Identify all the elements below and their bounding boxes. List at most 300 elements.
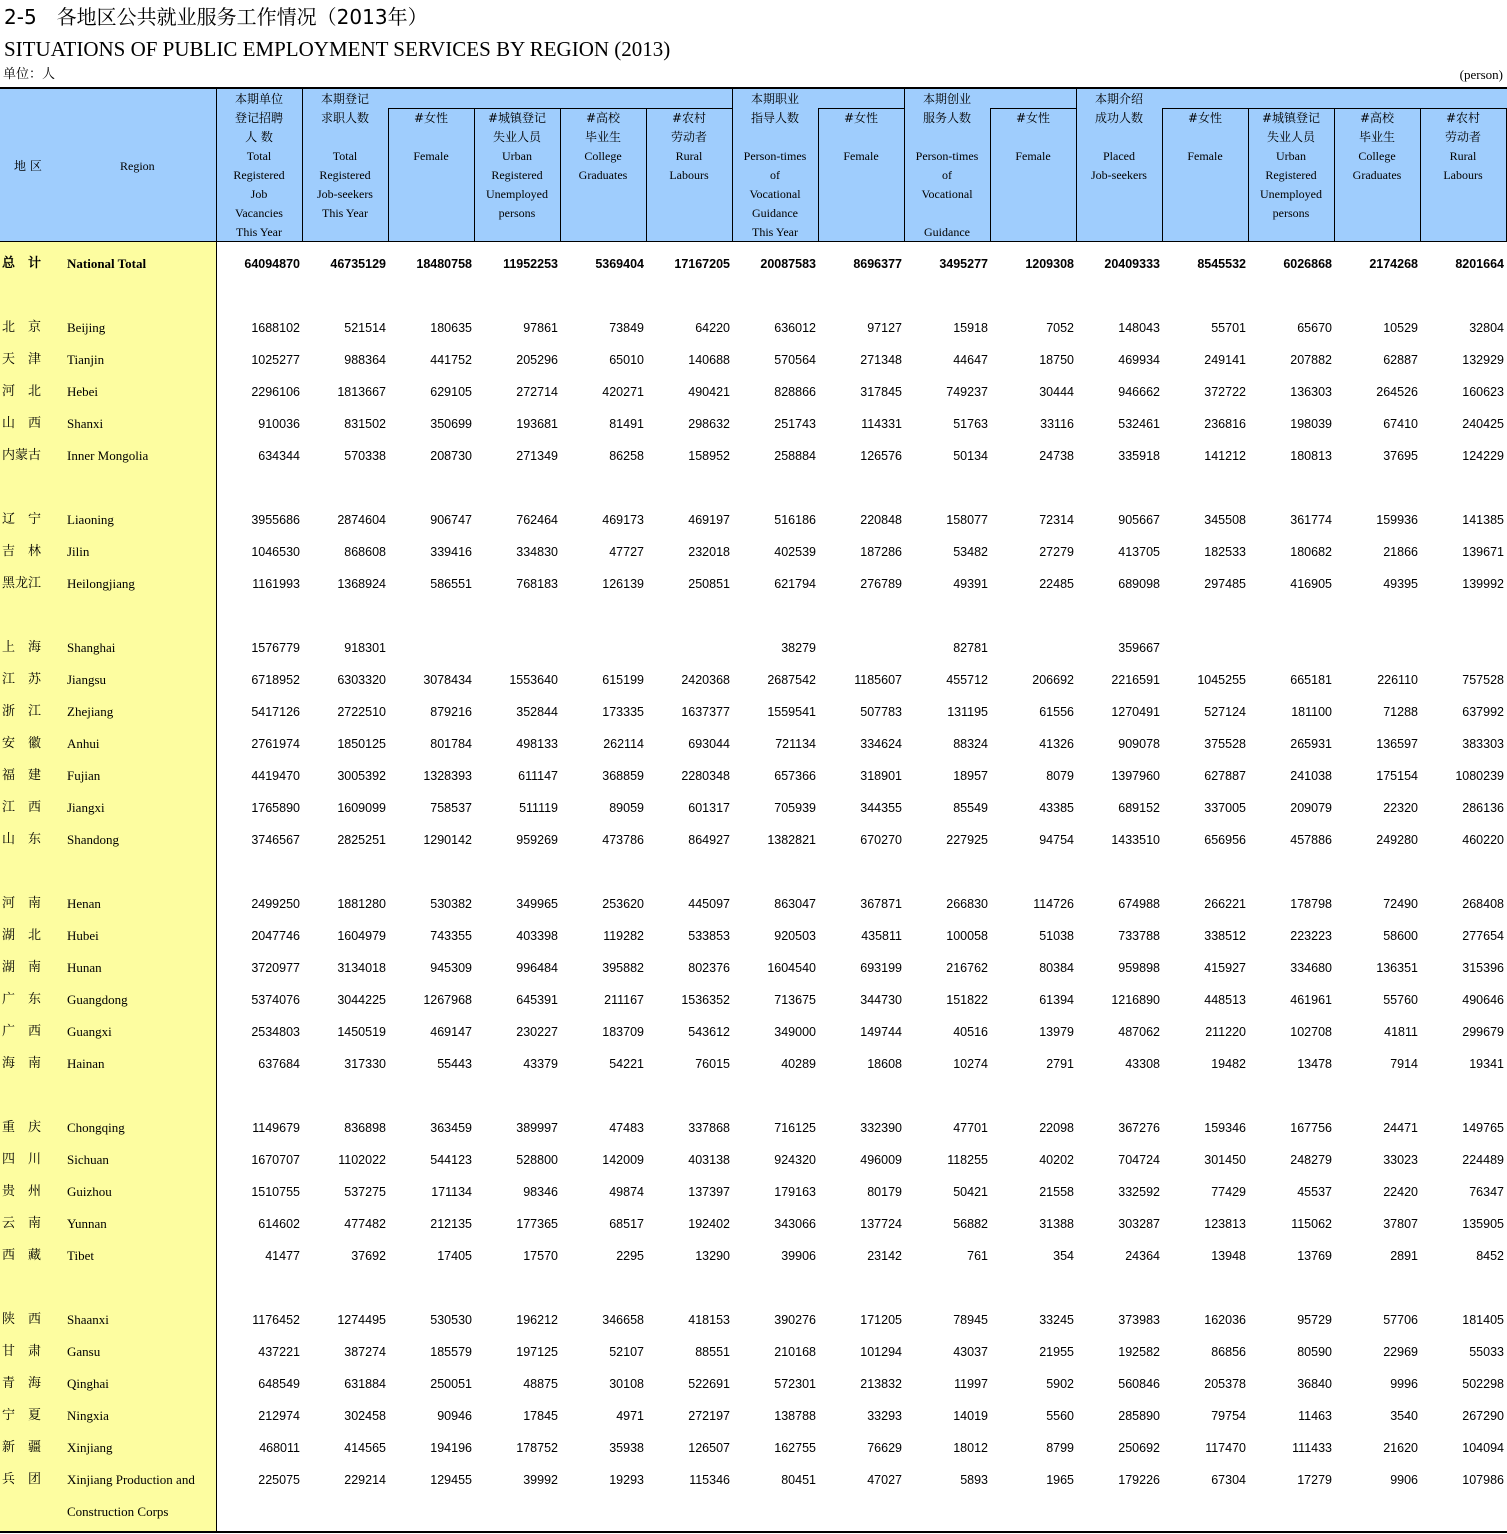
header-col-13-line-2: 失业人员 [1266,130,1315,144]
header-col-13-line-3: Urban [1276,149,1306,163]
region-name-cn: 内蒙古 [2,448,42,463]
cell-col-8: 149744 [860,1025,902,1039]
cell-col-15: 268408 [1462,897,1504,911]
cell-col-3: 530382 [430,897,472,911]
cell-col-7: 1604540 [767,961,816,975]
cell-col-10: 22485 [1039,577,1074,591]
cell-col-15: 149765 [1462,1121,1504,1135]
cell-col-13: 665181 [1290,673,1332,687]
cell-col-9: 18012 [953,1441,988,1455]
region-name-en: Qinghai [67,1376,109,1391]
cell-col-6: 2280348 [681,769,730,783]
cell-col-15: 757528 [1462,673,1504,687]
region-column-background [0,241,216,1531]
cell-col-2: 1813667 [337,385,386,399]
cell-col-13: 167756 [1290,1121,1332,1135]
cell-col-5: 615199 [602,673,644,687]
cell-col-3: 945309 [430,961,472,975]
cell-col-10: 114726 [1033,897,1074,911]
cell-col-4: 271349 [516,449,558,463]
cell-col-5: 89059 [609,801,644,815]
region-name-cn: 青 海 [2,1376,42,1391]
cell-col-8: 334624 [860,737,902,751]
cell-col-13: 223223 [1290,929,1332,943]
cell-col-15: 286136 [1462,801,1504,815]
cell-col-10: 43385 [1039,801,1074,815]
cell-col-5: 473786 [602,833,644,847]
cell-col-11: 192582 [1118,1345,1160,1359]
cell-col-14: 264526 [1376,385,1418,399]
region-name-cn: 江 西 [2,800,42,815]
cell-col-8: 23142 [867,1249,902,1263]
cell-col-7: 863047 [774,897,816,911]
region-name-en: Ningxia [67,1408,109,1423]
header-col-11-line-1: 本期介绍 [1094,92,1143,106]
header-col-4-line-6: persons [498,206,536,220]
header-col-divider-6 [732,89,733,241]
cell-col-8: 137724 [860,1217,902,1231]
cell-col-1: 2534803 [251,1025,300,1039]
cell-col-13: 361774 [1290,513,1332,527]
header-col-2-line-5: Registered [319,168,371,182]
cell-col-9: 216762 [946,961,988,975]
header-region-cn: 地 区 [14,159,42,173]
cell-col-6: 250851 [688,577,730,591]
cell-col-12: 13948 [1211,1249,1246,1263]
cell-col-14: 58600 [1383,929,1418,943]
region-name-en: Shanghai [67,640,116,655]
cell-col-8: 344355 [860,801,902,815]
cell-col-1: 1576779 [251,641,300,655]
cell-col-15: 181405 [1462,1313,1504,1327]
cell-col-12: 77429 [1211,1185,1246,1199]
region-name-en: Inner Mongolia [67,448,149,463]
cell-col-8: 8696377 [853,257,902,271]
cell-col-8: 332390 [860,1121,902,1135]
cell-col-5: 420271 [602,385,644,399]
header-col-3-line-3: Female [413,149,449,163]
cell-col-4: 1553640 [509,673,558,687]
cell-col-11: 303287 [1118,1217,1160,1231]
header-col-divider-7 [818,108,819,241]
region-name-cn: 天 津 [2,352,42,367]
cell-col-12: 527124 [1204,705,1246,719]
header-col-7-line-5: of [770,168,780,182]
cell-col-8: 271348 [860,353,902,367]
cell-col-5: 47727 [609,545,644,559]
region-name-cn: 西 藏 [2,1248,42,1263]
header-col-divider-3 [474,108,475,241]
cell-col-2: 1102022 [338,1153,386,1167]
region-name-en: Heilongjiang [67,576,135,591]
cell-col-9: 49391 [953,577,988,591]
cell-col-13: 95729 [1297,1313,1332,1327]
header-col-9-line-5: of [942,168,952,182]
header-col-14-line-1: #高校 [1359,111,1395,125]
cell-col-7: 516186 [774,513,816,527]
cell-col-5: 19293 [609,1473,644,1487]
cell-col-2: 46735129 [330,257,386,271]
cell-col-11: 704724 [1118,1153,1160,1167]
cell-col-7: 636012 [774,321,816,335]
header-col-7-line-6: Vocational [749,187,801,201]
cell-col-3: 339416 [430,545,472,559]
cell-col-3: 441752 [430,353,472,367]
cell-col-1: 3955686 [251,513,300,527]
cell-col-15: 19341 [1469,1057,1504,1071]
cell-col-2: 1368924 [337,577,386,591]
cell-col-3: 530530 [430,1313,472,1327]
header-col-4-line-4: Registered [491,168,543,182]
cell-col-14: 249280 [1376,833,1418,847]
cell-col-14: 22320 [1383,801,1418,815]
cell-col-15: 383303 [1462,737,1504,751]
cell-col-3: 129455 [430,1473,472,1487]
region-name-en: Gansu [67,1344,101,1359]
cell-col-11: 560846 [1118,1377,1160,1391]
cell-col-3: 208730 [430,449,472,463]
cell-col-2: 3134018 [337,961,386,975]
cell-col-1: 648549 [258,1377,300,1391]
cell-col-9: 118255 [947,1153,988,1167]
region-name-cn: 新 疆 [2,1440,42,1455]
cell-col-3: 586551 [430,577,472,591]
cell-col-12: 627887 [1204,769,1246,783]
header-col-7-line-7: Guidance [752,206,798,220]
header-bottom-rule [0,241,1507,242]
unit-label-en: (person) [1459,67,1503,82]
header-col-13-line-5: Unemployed [1260,187,1322,201]
header-col-11-line-5: Job-seekers [1091,168,1147,182]
cell-col-12: 266221 [1204,897,1246,911]
cell-col-11: 43308 [1125,1057,1160,1071]
cell-col-1: 2499250 [251,897,300,911]
cell-col-11: 1216890 [1111,993,1160,1007]
header-col-divider-10 [1076,89,1077,241]
cell-col-15: 132929 [1462,353,1504,367]
cell-col-10: 21955 [1039,1345,1074,1359]
cell-col-7: 38279 [781,641,816,655]
header-col-13-line-6: persons [1272,206,1310,220]
cell-col-1: 5417126 [251,705,300,719]
cell-col-1: 5374076 [251,993,300,1007]
header-col-9-line-2: 服务人数 [922,111,971,125]
cell-col-2: 1609099 [337,801,386,815]
cell-col-2: 3044225 [337,993,386,1007]
header-col-divider-11 [1162,108,1163,241]
cell-col-9: 44647 [953,353,988,367]
cell-col-4: 39992 [523,1473,558,1487]
cell-col-10: 80384 [1039,961,1074,975]
header-col-divider-4 [560,108,561,241]
header-col-9-line-8: Guidance [924,225,970,239]
cell-col-14: 37807 [1383,1217,1418,1231]
cell-col-3: 879216 [430,705,472,719]
region-name-en-cont: Construction Corps [67,1504,169,1519]
cell-col-6: 137397 [688,1185,730,1199]
cell-col-3: 629105 [430,385,472,399]
cell-col-7: 390276 [774,1313,816,1327]
header-col-2-line-7: This Year [321,206,368,220]
cell-col-4: 389997 [516,1121,558,1135]
table-top-rule [0,87,1507,89]
cell-col-12: 123813 [1204,1217,1246,1231]
cell-col-2: 1850125 [337,737,386,751]
cell-col-6: 298632 [688,417,730,431]
cell-col-2: 521514 [344,321,386,335]
cell-col-10: 94754 [1039,833,1074,847]
cell-col-6: 192402 [688,1217,730,1231]
cell-col-6: 533853 [688,929,730,943]
cell-col-7: 572301 [774,1377,816,1391]
cell-col-5: 49874 [609,1185,644,1199]
header-col-11-line-2: 成功人数 [1094,111,1143,125]
region-name-en: Shandong [67,832,119,847]
cell-col-6: 158952 [688,449,730,463]
cell-col-12: 117470 [1205,1441,1246,1455]
cell-col-5: 253620 [602,897,644,911]
cell-col-2: 1450519 [337,1025,386,1039]
cell-col-11: 1270491 [1111,705,1160,719]
cell-col-1: 1025277 [251,353,300,367]
cell-col-6: 445097 [688,897,730,911]
group-rule-2 [818,108,904,109]
cell-col-13: 80590 [1297,1345,1332,1359]
region-name-cn: 辽 宁 [2,512,42,527]
cell-col-2: 414565 [344,1441,386,1455]
region-name-cn: 陕 西 [2,1312,42,1327]
cell-col-7: 251743 [774,417,816,431]
cell-col-1: 437221 [258,1345,300,1359]
header-col-7-line-8: This Year [751,225,798,239]
cell-col-7: 402539 [774,545,816,559]
cell-col-11: 359667 [1118,641,1160,655]
cell-col-3: 544123 [430,1153,472,1167]
cell-col-10: 22098 [1039,1121,1074,1135]
cell-col-11: 2216591 [1111,673,1160,687]
region-name-cn: 山 东 [2,832,42,847]
cell-col-8: 114331 [861,417,902,431]
cell-col-14: 49395 [1383,577,1418,591]
cell-col-10: 61394 [1039,993,1074,1007]
cell-col-2: 1881280 [337,897,386,911]
cell-col-1: 1510755 [251,1185,300,1199]
cell-col-12: 67304 [1211,1473,1246,1487]
header-col-12-line-3: Female [1187,149,1223,163]
cell-col-15: 240425 [1462,417,1504,431]
header-col-10-line-3: Female [1015,149,1051,163]
cell-col-6: 1536352 [681,993,730,1007]
region-name-cn: 湖 南 [2,960,42,975]
cell-col-6: 88551 [695,1345,730,1359]
cell-col-9: 18957 [953,769,988,783]
cell-col-9: 43037 [953,1345,988,1359]
cell-col-8: 97127 [867,321,902,335]
cell-col-6: 126507 [688,1441,730,1455]
region-name-cn: 甘 肃 [2,1344,42,1359]
cell-col-1: 1046530 [251,545,300,559]
cell-col-1: 637684 [258,1057,300,1071]
cell-col-8: 276789 [860,577,902,591]
cell-col-2: 918301 [344,641,386,655]
cell-col-13: 17279 [1297,1473,1332,1487]
cell-col-7: 80451 [781,1473,816,1487]
cell-col-7: 828866 [774,385,816,399]
cell-col-12: 337005 [1204,801,1246,815]
cell-col-10: 5560 [1046,1409,1074,1423]
cell-col-14: 9996 [1390,1377,1418,1391]
region-name-cn: 云 南 [2,1216,42,1231]
cell-col-7: 162755 [774,1441,816,1455]
cell-col-3: 18480758 [416,257,472,271]
cell-col-5: 346658 [602,1313,644,1327]
cell-col-1: 2047746 [251,929,300,943]
cell-col-10: 41326 [1039,737,1074,751]
cell-col-10: 18750 [1039,353,1074,367]
cell-col-7: 349000 [774,1025,816,1039]
region-name-cn: 宁 夏 [2,1408,42,1423]
cell-col-1: 3746567 [251,833,300,847]
region-name-cn: 山 西 [2,416,42,431]
cell-col-9: 51763 [953,417,988,431]
cell-col-6: 403138 [688,1153,730,1167]
cell-col-5: 47483 [609,1121,644,1135]
cell-col-14: 55760 [1383,993,1418,1007]
cell-col-9: 78945 [953,1313,988,1327]
cell-col-11: 469934 [1118,353,1160,367]
cell-col-5: 30108 [609,1377,644,1391]
region-name-en: Jiangsu [67,672,106,687]
header-col-6-line-1: #农村 [671,111,707,125]
cell-col-5: 68517 [609,1217,644,1231]
cell-col-5: 73849 [609,321,644,335]
cell-col-4: 178752 [516,1441,558,1455]
cell-col-7: 39906 [781,1249,816,1263]
cell-col-12: 448513 [1204,993,1246,1007]
cell-col-5: 262114 [603,737,644,751]
region-name-cn: 江 苏 [2,672,42,687]
header-col-4-line-5: Unemployed [486,187,548,201]
cell-col-2: 477482 [344,1217,386,1231]
header-col-8-line-1: #女性 [843,111,879,125]
cell-col-1: 1765890 [251,801,300,815]
cell-col-6: 337868 [688,1121,730,1135]
cell-col-8: 344730 [860,993,902,1007]
cell-col-10: 1209308 [1025,257,1074,271]
cell-col-12: 338512 [1204,929,1246,943]
header-col-5-line-1: #高校 [585,111,621,125]
cell-col-5: 183709 [602,1025,644,1039]
header-col-1-line-6: Job [250,187,268,201]
cell-col-9: 50134 [953,449,988,463]
header-col-2-line-1: 本期登记 [320,92,369,106]
cell-col-1: 1149679 [252,1121,300,1135]
cell-col-11: 733788 [1118,929,1160,943]
cell-col-14: 62887 [1383,353,1418,367]
cell-col-4: 193681 [516,417,558,431]
cell-col-4: 177365 [516,1217,558,1231]
header-col-6-line-4: Labours [669,168,709,182]
page-title-cn: 2-5 各地区公共就业服务工作情况（2013年） [4,5,428,29]
cell-col-2: 537275 [344,1185,386,1199]
cell-col-4: 349965 [516,897,558,911]
cell-col-11: 674988 [1118,897,1160,911]
cell-col-14: 21620 [1383,1441,1418,1455]
cell-col-10: 13979 [1039,1025,1074,1039]
cell-col-14: 175154 [1376,769,1418,783]
cell-col-1: 2296106 [251,385,300,399]
header-col-7-line-1: 本期职业 [750,92,799,106]
cell-col-11: 148043 [1118,321,1160,335]
header-col-15-line-1: #农村 [1445,111,1481,125]
cell-col-11: 689098 [1118,577,1160,591]
cell-col-4: 17570 [523,1249,558,1263]
cell-col-9: 158077 [946,513,988,527]
cell-col-8: 317845 [860,385,902,399]
cell-col-10: 2791 [1046,1057,1074,1071]
cell-col-9: 47701 [953,1121,988,1135]
cell-col-5: 4971 [616,1409,644,1423]
cell-col-13: 13478 [1297,1057,1332,1071]
cell-col-2: 317330 [344,1057,386,1071]
cell-col-3: 758537 [430,801,472,815]
cell-col-10: 8799 [1046,1441,1074,1455]
cell-col-15: 107986 [1462,1473,1504,1487]
cell-col-14: 37695 [1383,449,1418,463]
cell-col-13: 209079 [1290,801,1332,815]
cell-col-14: 3540 [1390,1409,1418,1423]
cell-col-3: 180635 [430,321,472,335]
cell-col-2: 1604979 [337,929,386,943]
cell-col-5: 86258 [609,449,644,463]
cell-col-15: 277654 [1462,929,1504,943]
cell-col-10: 24738 [1039,449,1074,463]
cell-col-4: 959269 [516,833,558,847]
cell-col-14: 7914 [1390,1057,1418,1071]
header-col-7-line-2: 指导人数 [750,111,799,125]
cell-col-9: 151822 [946,993,988,1007]
cell-col-11: 335918 [1118,449,1160,463]
cell-col-3: 1328393 [423,769,472,783]
cell-col-15: 8201664 [1455,257,1504,271]
header-col-2-line-4: Total [332,149,358,163]
cell-col-4: 205296 [516,353,558,367]
cell-col-7: 20087583 [760,257,816,271]
cell-col-3: 17405 [437,1249,472,1263]
header-col-14-line-4: Graduates [1352,168,1402,182]
cell-col-15: 502298 [1462,1377,1504,1391]
header-col-9-line-4: Person-times [915,149,979,163]
cell-col-1: 1670707 [251,1153,300,1167]
cell-col-12: 375528 [1204,737,1246,751]
cell-col-13: 136303 [1290,385,1332,399]
header-col-6-line-3: Rural [675,149,703,163]
region-name-en: Jiangxi [67,800,105,815]
region-name-en: Liaoning [67,512,114,527]
cell-col-7: 343066 [774,1217,816,1231]
cell-col-15: 267290 [1462,1409,1504,1423]
cell-col-6: 115346 [689,1473,730,1487]
cell-col-14: 226110 [1377,673,1418,687]
cell-col-2: 831502 [344,417,386,431]
header-col-5-line-2: 毕业生 [584,130,621,144]
cell-col-11: 285890 [1118,1409,1160,1423]
cell-col-9: 11997 [954,1377,988,1391]
region-name-en: Yunnan [67,1216,107,1231]
cell-col-7: 138788 [774,1409,816,1423]
cell-col-13: 248279 [1290,1153,1332,1167]
cell-col-10: 30444 [1039,385,1074,399]
